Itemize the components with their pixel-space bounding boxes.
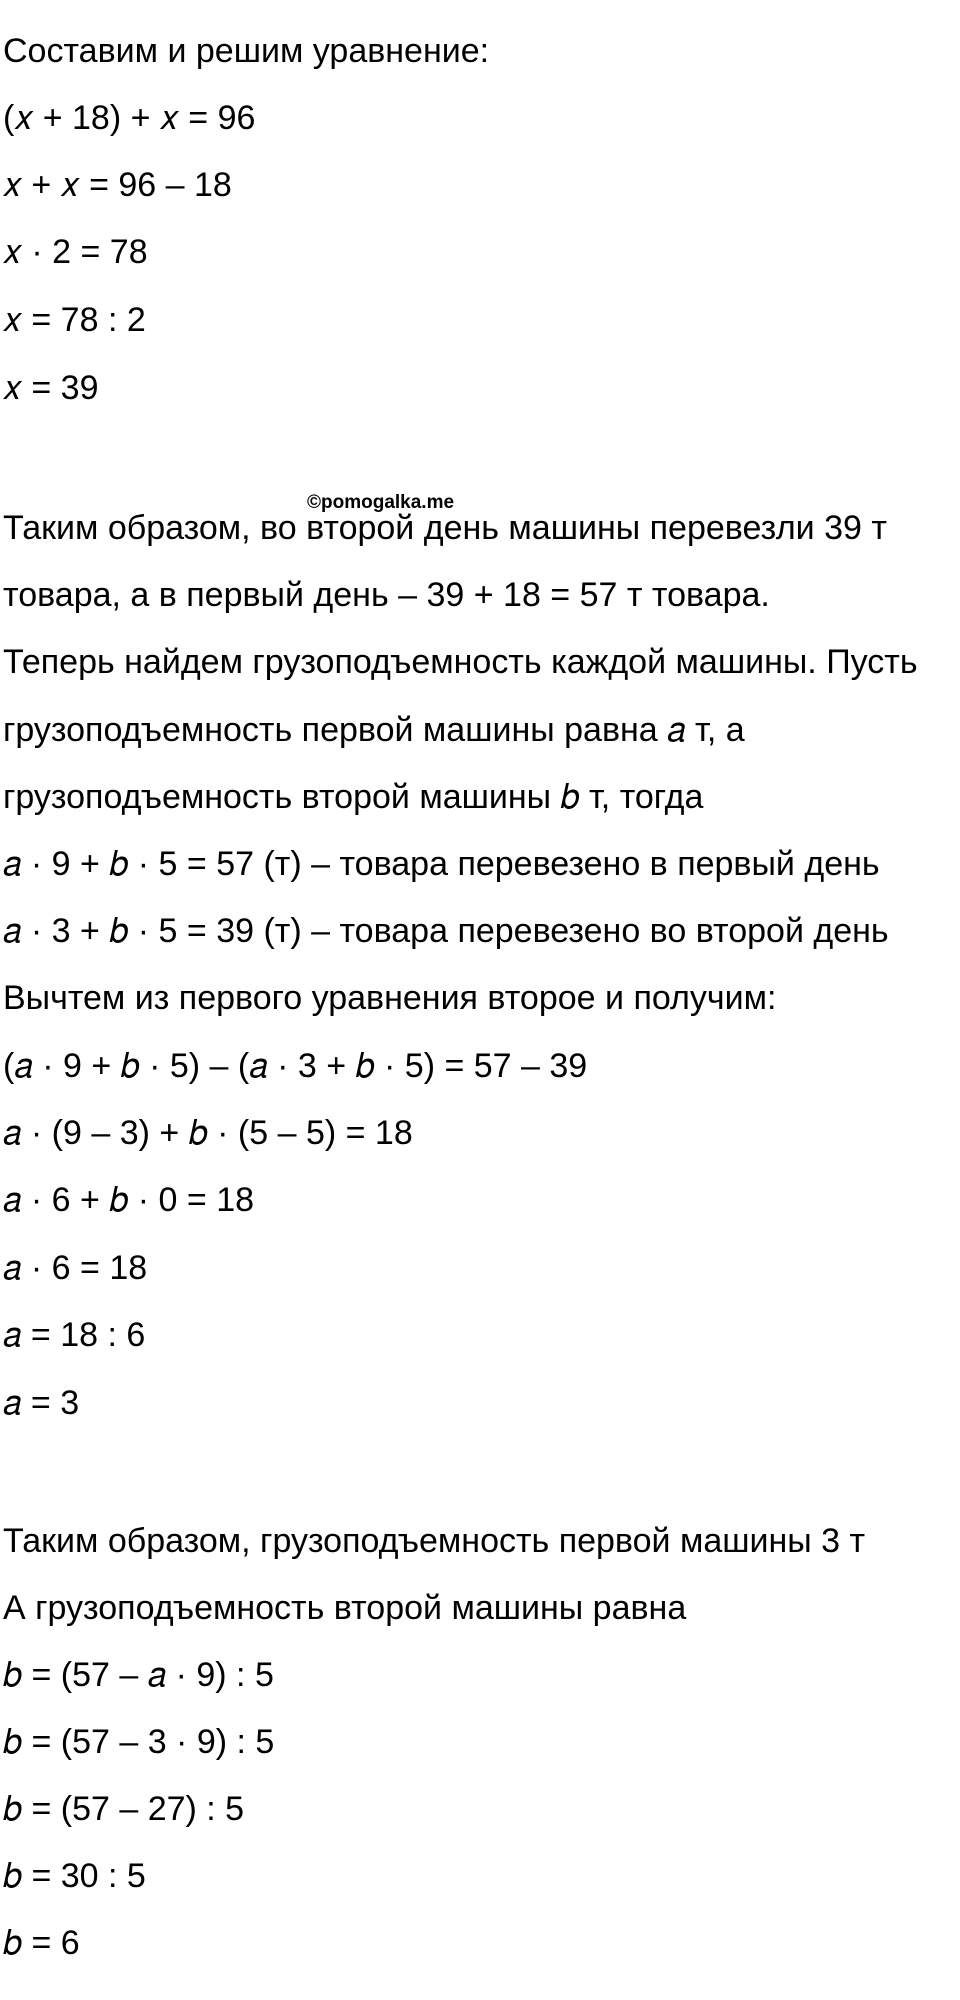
equation-line: (𝑥 + 18) + 𝑥 = 96	[3, 99, 256, 137]
equation-line: 𝑎 = 3	[3, 1384, 80, 1422]
equation-line: 𝑏 = (57 – 3 · 9) : 5	[3, 1723, 275, 1761]
equation-line: 𝑎 · 6 + 𝑏 · 0 = 18	[3, 1181, 255, 1219]
text-line: Теперь найдем грузоподъемность каждой машины. Пусть	[3, 643, 918, 681]
text-line: грузоподъемность второй машины 𝑏 т, тогда	[3, 778, 704, 816]
text-line: грузоподъемность первой машины равна 𝑎 т, а	[3, 711, 745, 749]
equation-line: 𝑏 = (57 – 𝑎 · 9) : 5	[3, 1656, 274, 1694]
text-line: Вычтем из первого уравнения второе и получим:	[3, 979, 777, 1017]
equation-line: 𝑎 · 9 + 𝑏 · 5 = 57 (т) – товара перевезено в первый день	[3, 845, 880, 883]
equation-line: 𝑏 = 30 : 5	[3, 1857, 146, 1895]
watermark: ©pomogalka.me	[307, 492, 455, 513]
text-line: А грузоподъемность второй машины равна	[3, 1589, 687, 1627]
equation-line: 𝑎 · 3 + 𝑏 · 5 = 39 (т) – товара перевезено во второй день	[3, 912, 889, 950]
equation-line: 𝑥 · 2 = 78	[3, 233, 148, 271]
text-line: Составим и решим уравнение:	[3, 32, 490, 70]
text-line: Таким образом, грузоподъемность первой машины 3 т	[3, 1522, 866, 1560]
equation-line: 𝑏 = (57 – 27) : 5	[3, 1790, 245, 1828]
text-line: Таким образом, во второй день машины перевезли 39 т	[3, 509, 887, 547]
text-line: товара, а в первый день – 39 + 18 = 57 т товара.	[3, 576, 770, 614]
equation-line: 𝑎 · 6 = 18	[3, 1249, 148, 1287]
equation-line: 𝑎 · (9 – 3) + 𝑏 · (5 – 5) = 18	[3, 1114, 413, 1152]
equation-line: (𝑎 · 9 + 𝑏 · 5) – (𝑎 · 3 + 𝑏 · 5) = 57 – 39	[3, 1047, 588, 1085]
equation-line: 𝑏 = 6	[3, 1924, 80, 1962]
equation-line: 𝑥 = 78 : 2	[3, 301, 146, 339]
equation-line: 𝑎 = 18 : 6	[3, 1316, 146, 1354]
equation-line: 𝑥 = 39	[3, 369, 99, 407]
equation-line: 𝑥 + 𝑥 = 96 – 18	[3, 166, 232, 204]
